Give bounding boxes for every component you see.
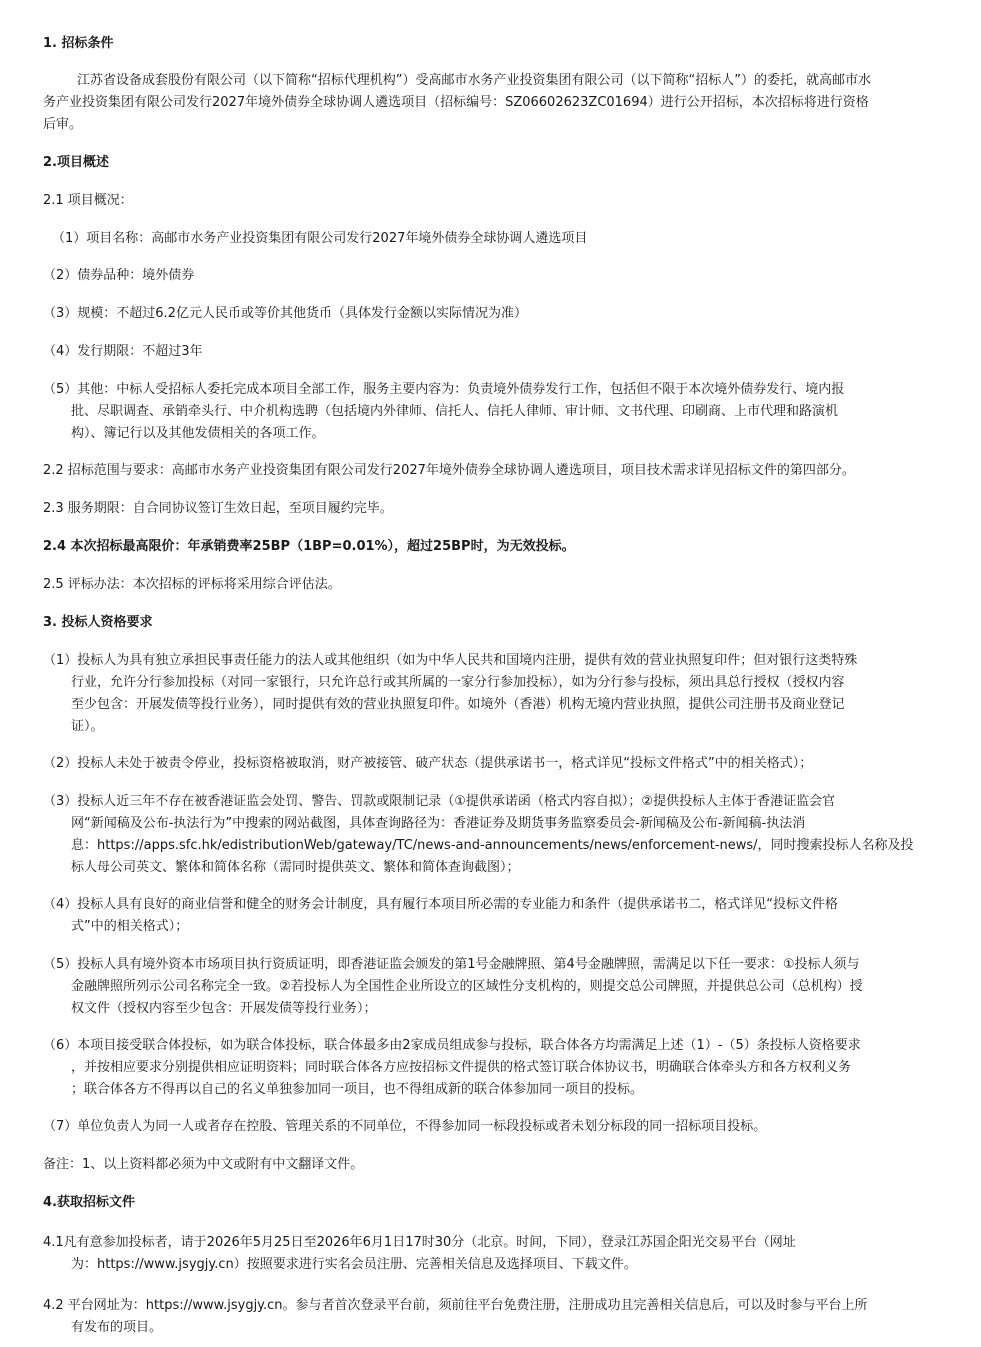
item-other-line-2: 批、尽职调查、承销牵头行、中介机构选聘（包括境内外律师、信托人、信托人律师、审计师、文书代理、印刷商、上市代理和路演机 xyxy=(71,404,839,419)
requirement-2: （2）投标人未处于被责令停业，投标资格被取消，财产被接管、破产状态（提供承诺书一，格式详见“投标文件格式”中的相关格式）； xyxy=(43,756,813,771)
requirement-5-line-1: （5）投标人具有境外资本市场项目执行资质证明，即香港证监会颁发的第1号金融牌照、第4号金融牌照，需满足以下任一要求：①投标人须与 xyxy=(43,957,860,972)
subsection-4-1-line-2: 为：https://www.jsygjy.cn）按照要求进行实名会员注册、完善相关信息及选择项目、下载文件。 xyxy=(71,1257,637,1272)
item-other-line-1: （5）其他：中标人受招标人委托完成本项目全部工作，服务主要内容为：负责境外债券发行工作，包括但不限于本次境外债券发行、境内报 xyxy=(43,382,845,397)
requirement-1-line-3: 至少包含：开展发债等投行业务），同时提供有效的营业执照复印件。如境外（香港）机构无境内营业执照，提供公司注册书及商业登记 xyxy=(71,697,845,712)
requirement-7: （7）单位负责人为同一人或者存在控股、管理关系的不同单位，不得参加同一标段投标或者未划分标段的同一招标项目投标。 xyxy=(43,1119,767,1134)
requirement-6-line-2: ，并按相应要求分别提供相应证明资料；同时联合体各方应按招标文件提供的格式签订联合体协议书，明确联合体牵头方和各方权利义务 xyxy=(71,1060,852,1075)
section-3-heading: 3. 投标人资格要求 xyxy=(43,615,153,630)
subsection-2-3: 2.3 服务期限：自合同协议签订生效日起，至项目履约完毕。 xyxy=(43,501,393,516)
section-1-paragraph-line-2: 务产业投资集团有限公司发行2027年境外债券全球协调人遴选项目（招标编号：SZ06602623ZC01694）进行公开招标，本次招标将进行资格 xyxy=(43,95,869,110)
item-other-line-3: 构）、簿记行以及其他发债相关的各项工作。 xyxy=(71,426,325,441)
section-4-heading: 4.获取招标文件 xyxy=(43,1195,135,1210)
requirement-4-line-1: （4）投标人具有良好的商业信誉和健全的财务会计制度，具有履行本项目所必需的专业能力和条件（提供承诺书二，格式详见“投标文件格 xyxy=(43,897,839,912)
subsection-4-2-line-2: 有发布的项目。 xyxy=(71,1320,163,1335)
section-1-paragraph-line-1: 江苏省设备成套股份有限公司（以下简称“招标代理机构”）受高邮市水务产业投资集团有限公司（以下简称“招标人”）的委托，就高邮市水 xyxy=(77,73,871,88)
item-scale: （3）规模：不超过6.2亿元人民币或等价其他货币（具体发行金额以实际情况为准） xyxy=(43,306,527,321)
subsection-2-2: 2.2 招标范围与要求：高邮市水务产业投资集团有限公司发行2027年境外债券全球协调人遴选项目，项目技术需求详见招标文件的第四部分。 xyxy=(43,463,855,478)
subsection-4-2-line-1: 4.2 平台网址为：https://www.jsygjy.cn。参与者首次登录平台前，须前往平台免费注册，注册成功且完善相关信息后，可以及时参与平台上所 xyxy=(43,1298,868,1313)
section-1-paragraph-line-3: 后审。 xyxy=(43,117,83,132)
requirement-4-line-2: 式”中的相关格式）； xyxy=(71,919,189,934)
item-bond-type: （2）债券品种：境外债券 xyxy=(43,268,195,283)
subsection-2-5: 2.5 评标办法：本次招标的评标将采用综合评估法。 xyxy=(43,577,341,592)
subsection-2-1-title: 2.1 项目概况： xyxy=(43,193,133,208)
requirement-3-line-4: 标人母公司英文、繁体和简体名称（需同时提供英文、繁体和简体查询截图）； xyxy=(71,860,520,875)
section-3-note: 备注：1、以上资料都必须为中文或附有中文翻译文件。 xyxy=(43,1157,364,1172)
requirement-3-line-1: （3）投标人近三年不存在被香港证监会处罚、警告、罚款或限制记录（①提供承诺函（格式内容自拟）；②提供投标人主体于香港证监会官 xyxy=(43,794,836,809)
requirement-5-line-3: 权文件（授权内容至少包含：开展发债等投行业务）； xyxy=(71,1001,377,1016)
requirement-1-line-1: （1）投标人为具有独立承担民事责任能力的法人或其他组织（如为中华人民共和国境内注册，提供有效的营业执照复印件；但对银行这类特殊 xyxy=(43,653,858,668)
requirement-5-line-2: 金融牌照所列示公司名称完全一致。②若投标人为全国性企业所设立的区域性分支机构的，则提交总公司牌照，并提供总公司（总机构）授 xyxy=(71,979,863,994)
section-1-heading: 1. 招标条件 xyxy=(43,36,114,51)
subsection-2-4: 2.4 本次招标最高限价：年承销费率25BP（1BP=0.01%），超过25BP时，为无效投标。 xyxy=(43,539,575,554)
requirement-1-line-2: 行业，允许分行参加投标（对同一家银行，只允许总行或其所属的一家分行参加投标），如为分行参与投标，须出具总行授权（授权内容 xyxy=(71,675,845,690)
requirement-6-line-3: ；联合体各方不得再以自己的名义单独参加同一项目，也不得组成新的联合体参加同一项目的投标。 xyxy=(71,1082,644,1097)
requirement-3-line-3: 息：https://apps.sfc.hk/edistributionWeb/gateway/TC/news-and-announcements/news/enforcement-news/，同时搜索投标人名称及投 xyxy=(71,838,914,853)
requirement-6-line-1: （6）本项目接受联合体投标，如为联合体投标，联合体最多由2家成员组成参与投标，联合体各方均需满足上述（1）-（5）条投标人资格要求 xyxy=(43,1038,861,1053)
subsection-4-1-line-1: 4.1凡有意参加投标者，请于2026年5月25日至2026年6月1日17时30分（北京。时间，下同），登录江苏国企阳光交易平台（网址 xyxy=(43,1235,796,1250)
requirement-3-line-2: 网“新闻稿及公布-执法行为”中搜索的网站截图，具体查询路径为：香港证券及期货事务监察委员会-新闻稿及公布-新闻稿-执法消 xyxy=(71,816,806,831)
item-project-name: （1）项目名称：高邮市水务产业投资集团有限公司发行2027年境外债券全球协调人遴选项目 xyxy=(52,231,588,246)
section-2-heading: 2.项目概述 xyxy=(43,155,109,170)
requirement-1-line-4: 证）。 xyxy=(71,719,104,734)
item-term: （4）发行期限：不超过3年 xyxy=(43,344,203,359)
